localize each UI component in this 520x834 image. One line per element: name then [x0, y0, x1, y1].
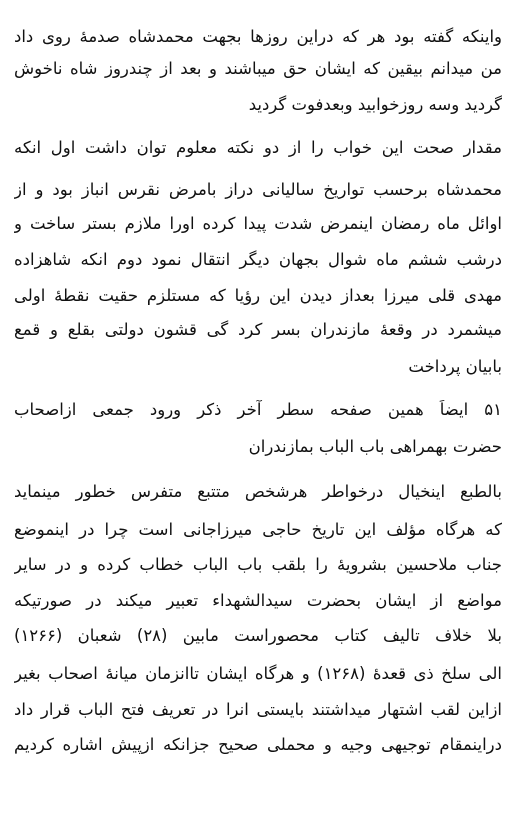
text-line: بابیان پرداخت: [408, 357, 502, 376]
text-line: مقدار صحت این خواب را از دو نکته معلوم توان داشت اول انکه: [14, 138, 502, 157]
text-line: واینکه گفته بود هر که دراین روزها بجهت محمدشاه صدمهٔ روی داد: [14, 27, 502, 46]
text-line: دراینمقام توجیهی وجیه و محملی صحیح جزانکه ازپیش اشاره کردیم: [14, 735, 502, 754]
text-line: که هرگاه مؤلف این تاریخ حاجی میرزاجانی است چرا در اینموضع: [14, 520, 502, 539]
text-line: اوائل ماه رمضان اینمرض شدت پیدا کرده اورا ملازم بستر ساخت و: [14, 214, 502, 233]
text-line: جناب ملاحسین بشرویهٔ را بلقب باب الباب خطاب کرده و در سایر: [14, 555, 502, 574]
text-line: ۵۱ ایضاً همین صفحه سطر آخر ذکر ورود جمعی ازاصحاب: [14, 400, 502, 419]
text-line: مواضع از ایشان بحضرت سیدالشهداء تعبیر میکند در صورتیکه: [14, 591, 502, 610]
text-line: محمدشاه برحسب تواریخ سالیانی دراز بامرض نقرس انباز بود و از: [14, 180, 502, 199]
text-line: درشب ششم ماه شوال بجهان دیگر انتقال نمود دوم انکه شاهزاده: [14, 250, 502, 269]
text-line: مهدی قلی میرزا بعداز دیدن این رؤیا که مستلزم حقیت نقطهٔ اولی: [14, 286, 502, 305]
text-line: میشمرد در وقعهٔ مازندران بسر کرد گی قشون دولتی بقلع و قمع: [14, 320, 502, 339]
text-line: بلا خلاف تالیف کتاب محصوراست مابین (۲۸) شعبان (۱۲۶۶): [14, 626, 502, 645]
text-line: ازاین لقب اشتهار میداشتند بایستی انرا در تعریف فتح الباب قرار داد: [14, 700, 502, 719]
text-line: بالطبع اینخیال درخواطر هرشخص متتبع متفرس خطور مینماید: [14, 482, 502, 501]
text-line: من میدانم بیقین که ایشان حق میباشند و بعد از چندروز شاه ناخوش: [14, 59, 502, 78]
text-line: حضرت بهمراهی باب الباب بمازندران: [248, 437, 502, 456]
text-line: گردید وسه روزخوابید وبعدفوت گردید: [248, 95, 502, 114]
text-line: الی سلخ ذی قعدهٔ (۱۲۶۸) و هرگاه ایشان تاانزمان میانهٔ اصحاب بغیر: [14, 664, 502, 683]
